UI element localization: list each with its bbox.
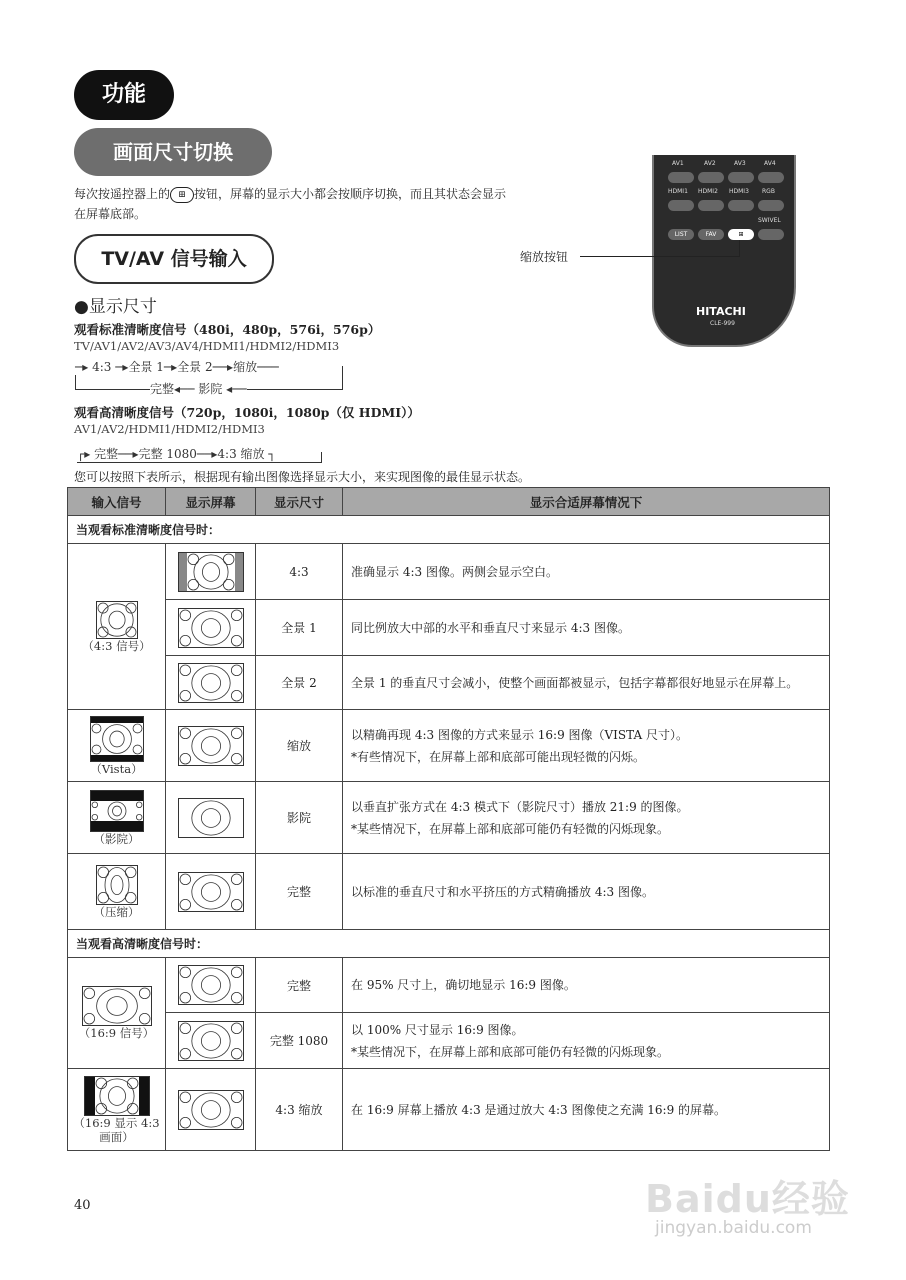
remote-button: [728, 172, 754, 183]
input-cell: [68, 958, 166, 1069]
table-row: [68, 710, 830, 782]
topic-badge: 画面尺寸切换: [74, 128, 272, 176]
display-size-table: [67, 487, 830, 1151]
callout-line: [580, 256, 740, 257]
desc-text: 以垂直扩张方式在 4:3 模式下（影院尺寸）播放 21:9 的图像。: [351, 799, 689, 814]
size-cell: 完整: [256, 958, 343, 1013]
remote-label: HDMI3: [729, 188, 749, 195]
size-cell: 4:3 缩放: [256, 1069, 343, 1151]
callout-line: [739, 240, 740, 257]
desc-cell: 准确显示 4:3 图像。两侧会显示空白。: [343, 544, 830, 600]
input-caption: （16:9 显示 4:3 画面）: [73, 1115, 160, 1144]
remote-label: RGB: [762, 188, 775, 195]
intro-text: [74, 184, 514, 224]
test-pattern-icon: [68, 601, 165, 639]
col-header: 显示屏幕: [166, 488, 256, 516]
remote-label: AV2: [704, 160, 716, 167]
desc-cell: 以标准的垂直尺寸和水平挤压的方式精确播放 4:3 图像。: [343, 854, 830, 930]
size-cell: 完整 1080: [256, 1013, 343, 1069]
table-note: 您可以按照下表所示，根据现有输出图像选择显示大小，来实现图像的最佳显示状态。: [74, 470, 531, 484]
test-pattern-icon: [166, 965, 255, 1005]
input-caption: （压缩）: [93, 904, 140, 919]
size-cell: 影院: [256, 782, 343, 854]
table-row: [68, 958, 830, 1013]
remote-button: [728, 200, 754, 211]
col-header: 显示尺寸: [256, 488, 343, 516]
size-cell: 完整: [256, 854, 343, 930]
desc-note: *有些情况下，在屏幕上部和底部可能出现轻微的闪烁。: [351, 749, 646, 764]
hd-inputs: AV1/AV2/HDMI1/HDMI2/HDMI3: [74, 422, 265, 436]
zoom-button-callout: 缩放按钮: [520, 250, 569, 264]
remote-label: AV3: [734, 160, 746, 167]
remote-label: HDMI1: [668, 188, 688, 195]
flow-step: 影院: [198, 382, 223, 396]
section-badge: 功能: [74, 70, 174, 120]
remote-label: HDMI2: [698, 188, 718, 195]
input-cell: [68, 544, 166, 710]
test-pattern-icon: [166, 663, 255, 703]
test-pattern-icon: [166, 1090, 255, 1130]
test-pattern-icon: [166, 608, 255, 648]
input-caption: （影院）: [93, 831, 140, 846]
flow-step: 缩放: [233, 360, 258, 374]
desc-cell: [343, 1013, 830, 1069]
remote-list-button: LIST: [668, 229, 694, 240]
table-row: [68, 1013, 830, 1069]
size-cell: 缩放: [256, 710, 343, 782]
remote-label: AV1: [672, 160, 684, 167]
remote-model: CLE-999: [710, 320, 735, 327]
table-row: [68, 600, 830, 656]
display-size-heading: ●显示尺寸: [74, 297, 157, 317]
desc-cell: [343, 710, 830, 782]
hd-title: 观看高清晰度信号（720p，1080i，1080p（仅 HDMI））: [74, 405, 420, 420]
remote-button: [668, 200, 694, 211]
remote-button: [758, 172, 784, 183]
table-row: [68, 1069, 830, 1151]
size-cell: 全景 2: [256, 656, 343, 710]
test-pattern-icon: [166, 798, 255, 838]
desc-note: *某些情况下，在屏幕上部和底部可能仍有轻微的闪烁现象。: [351, 1044, 670, 1059]
input-cell: [68, 1069, 166, 1151]
flow-step: 完整: [150, 382, 175, 396]
page-number: 40: [74, 1198, 91, 1213]
remote-label: AV4: [764, 160, 776, 167]
table-row: [68, 656, 830, 710]
test-pattern-icon: [68, 1076, 165, 1116]
table-row: [68, 544, 830, 600]
input-cell: [68, 782, 166, 854]
test-pattern-icon: [166, 726, 255, 766]
input-cell: [68, 710, 166, 782]
col-header: 输入信号: [68, 488, 166, 516]
desc-text: 以精确再现 4:3 图像的方式来显示 16:9 图像（VISTA 尺寸）。: [351, 727, 688, 742]
flow-step: 全景 2: [177, 360, 213, 374]
desc-cell: 在 16:9 屏幕上播放 4:3 是通过放大 4:3 图像使之充满 16:9 的屏幕。: [343, 1069, 830, 1151]
input-caption: （4:3 信号）: [82, 638, 151, 653]
test-pattern-icon: [68, 986, 165, 1026]
test-pattern-icon: [68, 865, 165, 905]
test-pattern-icon: [166, 1021, 255, 1061]
desc-cell: 同比例放大中部的水平和垂直尺寸来显示 4:3 图像。: [343, 600, 830, 656]
desc-text: 以 100% 尺寸显示 16:9 图像。: [351, 1022, 524, 1037]
sd-title: 观看标准清晰度信号（480i，480p，576i，576p）: [74, 322, 381, 337]
desc-note: *某些情况下，在屏幕上部和底部可能仍有轻微的闪烁现象。: [351, 821, 670, 836]
desc-cell: 在 95% 尺寸上，确切地显示 16:9 图像。: [343, 958, 830, 1013]
desc-cell: 全景 1 的垂直尺寸会减小，使整个画面都被显示，包括字幕都很好地显示在屏幕上。: [343, 656, 830, 710]
table-row: [68, 854, 830, 930]
test-pattern-icon: [166, 872, 255, 912]
remote-swivel-button: [758, 229, 784, 240]
zoom-button-icon: ⊞: [170, 187, 194, 203]
intro-before: 每次按遥控器上的: [74, 187, 171, 201]
test-pattern-icon: [166, 552, 255, 592]
intro-after: 按钮，屏幕的显示大小都会按顺序切换，而且其状态会显示在屏幕底部。: [74, 187, 507, 221]
input-caption: （16:9 信号）: [78, 1026, 155, 1040]
test-pattern-icon: [68, 790, 165, 832]
input-caption: （Vista）: [90, 761, 143, 776]
remote-label: SWIVEL: [758, 217, 781, 224]
subsection-badge: TV/AV 信号输入: [74, 234, 274, 284]
flow-step: 4:3: [92, 360, 112, 374]
col-header: 显示合适屏幕情况下: [343, 488, 830, 516]
sd-flow-bottom: 完整◂── 影院 ◂──: [150, 382, 247, 396]
flow-step: 4:3 缩放: [217, 447, 265, 461]
hd-section-row: 当观看高清晰度信号时：: [68, 930, 830, 958]
size-cell: 全景 1: [256, 600, 343, 656]
hd-flow: ┌▸ 完整──▸完整 1080──▸4:3 缩放 ┐: [77, 447, 276, 461]
input-cell: [68, 854, 166, 930]
baidu-watermark-logo: Baidu经验: [645, 1177, 850, 1221]
remote-control-illustration: [652, 155, 796, 347]
baidu-watermark-url: jingyan.baidu.com: [655, 1218, 812, 1238]
remote-button: [698, 172, 724, 183]
table-header-row: [68, 488, 830, 516]
flow-step: 完整: [94, 447, 119, 461]
remote-brand: HITACHI: [696, 305, 746, 318]
remote-button: [668, 172, 694, 183]
flow-step: 全景 1: [128, 360, 164, 374]
size-cell: 4:3: [256, 544, 343, 600]
flow-step: 完整 1080: [138, 447, 197, 461]
sd-section-row: 当观看标准清晰度信号时：: [68, 516, 830, 544]
test-pattern-icon: [68, 716, 165, 762]
remote-button: [758, 200, 784, 211]
remote-zoom-button: ⊞: [728, 229, 754, 240]
sd-flow-top: ─▸ 4:3 ─▸全景 1─▸全景 2──▸缩放───: [75, 360, 279, 374]
sd-inputs: TV/AV1/AV2/AV3/AV4/HDMI1/HDMI2/HDMI3: [74, 339, 340, 353]
remote-button: [698, 200, 724, 211]
table-row: [68, 782, 830, 854]
desc-cell: [343, 782, 830, 854]
remote-fav-button: FAV: [698, 229, 724, 240]
